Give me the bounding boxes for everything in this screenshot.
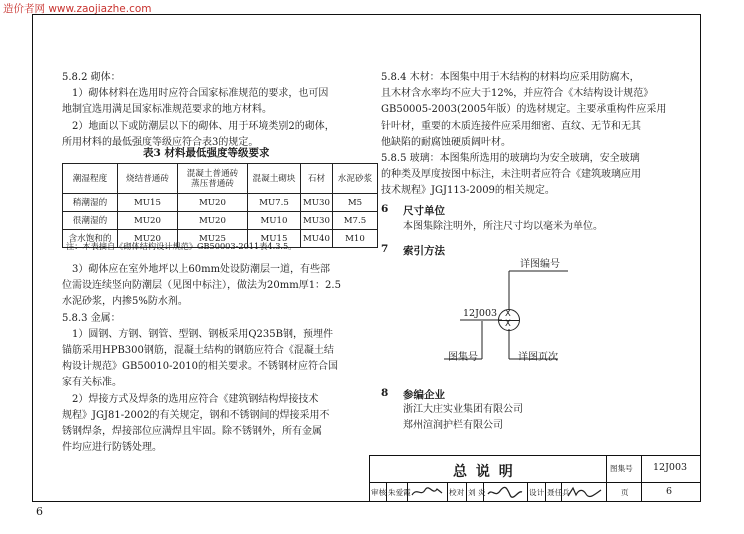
review-label: 审核 — [371, 488, 387, 497]
checker-name: 刘 炎 — [468, 488, 486, 497]
index-label-detail-number: 详图编号 — [520, 259, 560, 270]
page-label: 页 — [621, 488, 629, 497]
table-header: 混凝土砌块 — [248, 164, 301, 194]
index-label-detail-page: 详图页次 — [518, 352, 558, 363]
section-6-number: 6 — [381, 203, 389, 215]
atlas-label: 图集号 — [610, 464, 633, 473]
table-cell: M7.5 — [332, 212, 377, 230]
text-line: 位需设连续竖向防潮层（见图中标注），做法为20mm厚1：2.5 — [62, 280, 341, 292]
table-header: 烧结普通砖 — [118, 164, 178, 194]
table-row — [63, 194, 378, 212]
table-cell: MU20 — [118, 230, 178, 248]
text-line: 5.8.3 金属： — [62, 312, 121, 324]
table-cell: MU10 — [248, 212, 301, 230]
text-line: 他缺陷的耐腐蚀硬质阔叶材。 — [381, 136, 511, 148]
table-cell: MU20 — [178, 212, 248, 230]
text-line: 5.8.2 砌体： — [62, 72, 121, 83]
table-cell: M10 — [332, 230, 377, 248]
text-line: 锈钢焊条，焊接部位应满焊且牢固。除不锈钢外，所有金属 — [62, 426, 322, 438]
sheet-title: 总 说 明 — [453, 464, 515, 480]
design-label: 设计 — [529, 488, 545, 497]
table-cell: MU20 — [178, 194, 248, 212]
company-2: 郑州渲润护栏有限公司 — [403, 420, 503, 431]
index-circle — [498, 309, 520, 331]
title-block — [369, 455, 701, 502]
designer-signature — [565, 484, 605, 500]
table-cell: MU30 — [301, 194, 333, 212]
text-line: 5.8.5 玻璃：本图集所选用的玻璃均为安全玻璃，安全玻璃 — [381, 153, 640, 165]
company-1: 浙江大庄实业集团有限公司 — [403, 404, 523, 415]
text-line: 家有关标准。 — [62, 377, 122, 389]
text-line: 的种类及厚度按图中标注，未注明者应符合《建筑玻璃应用 — [381, 169, 641, 181]
text-line: 规程》JGJ81-2002的有关规定，钢和不锈钢间的焊接采用不 — [62, 409, 330, 421]
right-column-top — [381, 70, 666, 200]
table-cell: 含水饱和的 — [63, 230, 118, 248]
text-line: 水泥砂浆，内掺5%防水剂。 — [62, 296, 188, 308]
index-atlas-code: 12J003 — [463, 308, 498, 319]
section-6-title: 尺寸单位 — [403, 205, 445, 217]
text-line: 构设计规范》GB50010-2010的相关要求。不锈钢材应符合国 — [62, 361, 338, 373]
text-line: 所用材料的最低强度等级应符合表3的规定。 — [62, 136, 259, 148]
reviewer-name: 朱爱霞 — [388, 488, 411, 497]
table-cell: 很潮湿的 — [63, 212, 118, 230]
table-cell: MU40 — [301, 230, 333, 248]
text-line: 2）地面以下或防潮层以下的砌体、用于环境类别2的砌体， — [62, 120, 335, 132]
table-caption: 表3 材料最低强度等级要求 — [143, 147, 270, 159]
table-note: 注：本表摘自《砌体结构设计规范》GB50003-2011表4.3.5。 — [66, 241, 297, 251]
text-line: 5.8.4 木材：本图集中用于木结构的材料均应采用防腐木， — [381, 72, 640, 83]
index-label-atlas-number: 图集号 — [448, 352, 478, 363]
text-line: 3）砌体应在室外地坪以上60mm处设防潮层一道，有些部 — [62, 264, 331, 275]
table-row — [63, 212, 378, 230]
table-cell: MU15 — [118, 194, 178, 212]
section-6-text: 本图集除注明外，所注尺寸均以毫米为单位。 — [403, 221, 603, 232]
check-label: 校对 — [449, 488, 465, 497]
left-column-bottom — [62, 262, 341, 456]
table-header: 水泥砂浆 — [332, 164, 377, 194]
text-line: GB50005-2003(2005年版）的选材规定。主要承重构件应采用 — [381, 104, 667, 116]
table-cell: MU15 — [248, 230, 301, 248]
reviewer-signature — [409, 484, 445, 500]
strength-table — [62, 163, 378, 248]
table-cell: MU25 — [178, 230, 248, 248]
text-line: 1）圆钢、方钢、钢管、型钢、钢板采用Q235B钢，预埋件 — [62, 328, 333, 340]
table-header: 混凝土普通砖 蒸压普通砖 — [178, 164, 248, 194]
text-line: 针叶材，重要的木质连接件应采用细密、直纹、无节和无其 — [381, 120, 641, 132]
atlas-value: 12J003 — [653, 462, 688, 473]
table-cell: MU30 — [301, 212, 333, 230]
text-line: 锚筋采用HPB300钢筋，混凝土结构的钢筋应符合《混凝土结 — [62, 345, 334, 357]
table-header: 潮湿程度 — [63, 164, 118, 194]
table-cell: 稍潮湿的 — [63, 194, 118, 212]
page-value: 6 — [666, 486, 673, 497]
text-line: 地制宜选用满足国家标准规范要求的地方材料。 — [62, 104, 272, 116]
text-line: 技术规程》JGJ113-2009的相关规定。 — [381, 185, 555, 197]
section-8-title: 参编企业 — [403, 389, 445, 401]
text-line: 1）砌体材料在选用时应符合国家标准规范的要求，也可因 — [62, 88, 329, 100]
index-detail-x: X — [505, 309, 511, 319]
text-line: 2）焊接方式及焊条的选用应符合《建筑钢结构焊接技术 — [62, 393, 319, 405]
site-watermark: 造价者网 www.zaojiazhe.com — [3, 3, 152, 15]
page-number: 6 — [36, 505, 43, 518]
section-8-number: 8 — [381, 387, 389, 399]
left-column-top — [62, 70, 335, 151]
table-cell: MU7.5 — [248, 194, 301, 212]
table-cell: M5 — [332, 194, 377, 212]
designer-name: 聂任兵 — [547, 488, 570, 497]
table-header: 石材 — [301, 164, 333, 194]
index-page-x: X — [505, 319, 511, 329]
section-7-number: 7 — [381, 243, 389, 255]
section-7-title: 索引方法 — [403, 245, 445, 257]
table-cell: MU20 — [118, 212, 178, 230]
text-line: 且木材含水率均不应大于12%，并应符合《木结构设计规范》 — [381, 88, 654, 100]
checker-signature — [485, 484, 525, 500]
text-line: 件均应进行防锈处理。 — [62, 442, 162, 454]
